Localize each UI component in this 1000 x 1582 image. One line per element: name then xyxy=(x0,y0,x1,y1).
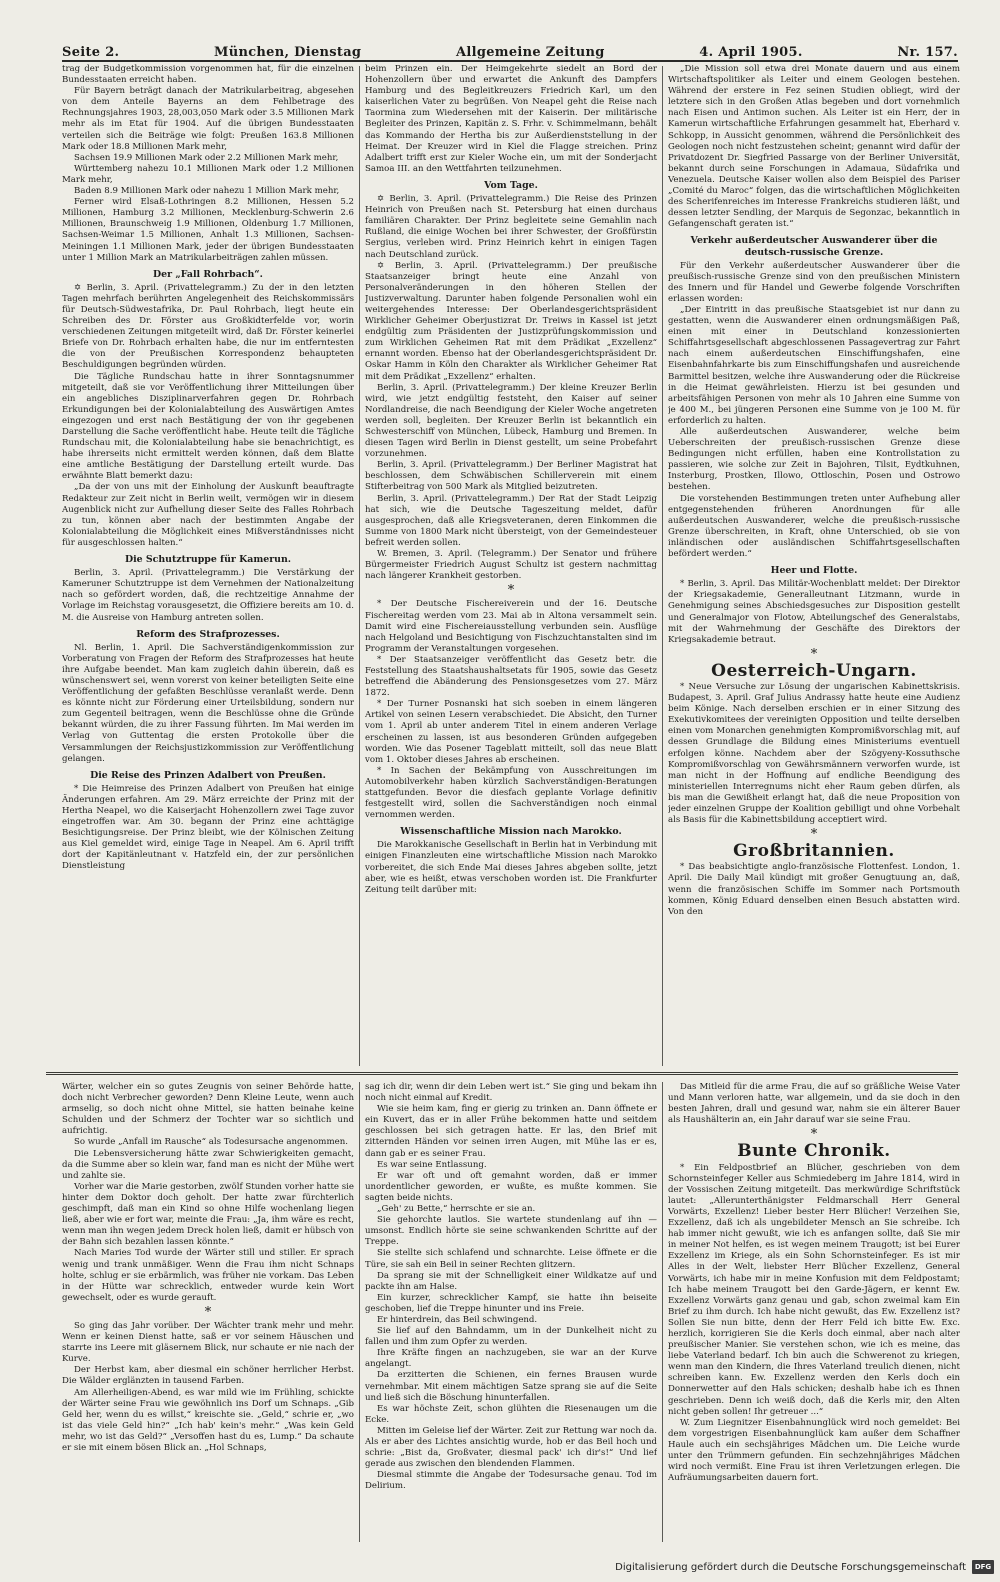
country-heading: Oesterreich-Ungarn. xyxy=(711,660,917,681)
dfg-logo-icon: DFG xyxy=(972,1560,994,1574)
section-heading: Reform des Strafprozesses. xyxy=(136,628,280,640)
paragraph: Sie stellte sich schlafend und schnarchte. Leise öffnete er die Türe, sie sah ein Beil in seiner Rechten glitzern. xyxy=(365,1248,657,1270)
paragraph: Es war höchste Zeit, schon glühten die Riesenaugen um die Ecke. xyxy=(365,1403,657,1425)
column-rule xyxy=(662,66,663,1066)
paragraph: * In Sachen der Bekämpfung von Ausschreitungen im Automobilverkehr haben kürzlich Sachverständigen-Beratungen stattgefunden. Bevor die diesfach geplante Vorlage definitiv festgestellt wird, sollen die Sachverständigen noch einmal vernommen werden. xyxy=(365,765,657,821)
paragraph: ✡ Berlin, 3. April. (Privattelegramm.) Zu der in den letzten Tagen mehrfach berührten Angelegenheit des Reichskommissärs für Deutsch-Südwestafrika, Dr. Paul Rohrbach, liegt heute ein Schreiben des Dr. Förster aus Großkidterfelde vor, worin verschiedenen Zeitungen mitgeteilt wird, daß Dr. Förster keinerlei Briefe von Dr. Rohrbach erhalten habe, die nur im entferntesten die von der Preußischen Korrespondenz behaupteten Beschuldigungen begründen würden. xyxy=(62,282,354,371)
paragraph: Für Bayern beträgt danach der Matrikularbeitrag, abgesehen von dem Anteile Bayerns an dem Fehlbetrage des Rechnungsjahres 1903, 28,003,050 Mark oder 3.5 Millionen Mark mehr als im Etat für 1904. Auf die übrigen Bundesstaaten verteilen sich die Beiträge wie folgt: Preußen 163.8 Millionen Mark oder 18.8 Millionen Mark mehr, xyxy=(62,86,354,152)
separator-star: * xyxy=(810,646,818,662)
paragraph: Wärter, welcher ein so gutes Zeugnis von seiner Behörde hatte, doch nicht Verbrecher geworden? Denn Kleine Leute, wenn auch armselig, so doch nicht ohne Mittel, sie hatten beinahe keine Schulden und der Schmerz der Tochter war so sichtlich und aufrichtig. xyxy=(62,1082,354,1137)
paragraph: Es war seine Entlassung. xyxy=(377,1159,487,1170)
paragraph: Ferner wird Elsaß-Lothringen 8.2 Millionen, Hessen 5.2 Millionen, Hamburg 3.2 Millionen, Mecklenburg-Schwerin 2.6 Millionen, Braunschweig 1.9 Millionen, Oldenburg 1.7 Millionen, Sachsen-Weimar 1.5 Millionen, Anhalt 1.3 Millionen, Sachsen-Meiningen 1.1 Millionen Mark, jeder der übrigen Bundesstaaten unter 1 Million Mark an Matrikularbeiträgen zahlen müssen. xyxy=(62,197,354,263)
paragraph: Die Lebensversicherung hätte zwar Schwierigkeiten gemacht, da die Summe aber so klein war, fand man es nicht der Mühe wert und zahlte sie. xyxy=(62,1148,354,1181)
section-heading: Verkehr außerdeutscher Auswanderer über die deutsch-russische Grenze. xyxy=(690,235,938,258)
paragraph: Nach Maries Tod wurde der Wärter still und stiller. Er sprach wenig und trank unmäßiger. Wenn die Frau ihm nicht Schnaps holte, schlug er sie erbärmlich, was früher nie vorkam. Das Leben in der Hütte war schrecklich, entweder wurde kein Wort gewechselt, oder es wurde gerauft. xyxy=(62,1248,354,1303)
paragraph: Der Herbst kam, aber diesmal ein schöner herrlicher Herbst. Die Wälder erglänzten in tausend Farben. xyxy=(62,1365,354,1387)
column-rule xyxy=(359,1082,360,1542)
section-heading: Heer und Flotte. xyxy=(770,565,858,577)
paragraph: Ein kurzer, schrecklicher Kampf, sie hatte ihn beiseite geschoben, lief die Treppe hinunter und ins Freie. xyxy=(365,1292,657,1314)
paragraph: * Ein Feldpostbrief an Blücher, geschrieben von dem Schornsteinfeger Keller aus Schmiedeberg im Jahre 1814, wird in der Vossischen Zeitung mitgeteilt. Das merkwürdige Schriftstück lautet: „Allerunterthänigster Feldmarschall Herr General Vorwärts, Exzellenz! Lieber bester Herr Blücher! Verzeihen Sie, Exzellenz, daß ich als ungebildeter Mensch an Sie schreibe. Ich hab immer nicht gewußt, wie ich es anfangen sollte, daß Sie mir in meiner Not helfen, es ist wegen meinem Traugott; ist bei Eurer Exzellenz im Kriege, als ein Sohn Schornsteinfeger. Es ist mir Alles in der Welt, liebster Herr Blücher Exzellenz, General Vorwärts, ich habe mir in meine Konfusion mit dem Feldpostamt; Ich habe meinem Traugott bei den Garde-Jägern, er kennt Ew. Exzellenz Vorwärts ganz genau und gab, schon zweimal kam Ein Brief zu ihm durch. Ich habe nicht gewußt, das Ew. Exzellenz ist? Sollen Sie nun bitte, denn der Herr Feld ich bitte Ew. Exc. herzlich, korrigieren Sie die Kerls doch einmal, aber nach alter preußischer Manier. Sie verstehen schon, wie ich es meine, das liebe Vaterland bedarf. Ich bin auch die Schwerenot zu kriegen, wenn man den Kindern, die Ihres Vaterland treulich dienen, nicht schreiben kann. Ew. Exzellenz werden den Kerls doch ein Donnerwetter auf den Hals schicken; deshalb habe ich es Ihnen geschrieben. Denn ich weiß doch, daß die Kerls mir, den Alten nicht geben sollen! Ihr getreuer ...“ xyxy=(668,1162,960,1417)
paragraph: „Geh' zu Bette,“ herrschte er sie an. xyxy=(377,1204,536,1215)
paragraph: So wurde „Anfall im Rausche“ als Todesursache angenommen. xyxy=(74,1137,348,1148)
paragraph: Berlin, 3. April. (Privattelegramm.) Der Berliner Magistrat hat beschlossen, dem Schwäbischen Schillerverein mit einem Stifterbeitrag von 500 Mark als Mitglied beizutreten. xyxy=(365,460,657,493)
section-heading: Die Schutztruppe für Kamerun. xyxy=(124,554,292,566)
paragraph: „Da der von uns mit der Einholung der Auskunft beauftragte Redakteur zur Zeit nicht in Berlin weilt, vermögen wir in diesem Augenblick nicht zur Aufhellung dieser Seite des Falles Rohrbach zu tun, können aber nach der bestimmten Angabe der Kolonialabteilung die Möglichkeit eines Mißverständnisses nicht für ausgeschlossen halten.“ xyxy=(62,482,354,548)
issue-number: Nr. 157. xyxy=(897,45,958,60)
separator-star: * xyxy=(507,583,515,599)
paragraph: Die Tägliche Rundschau hatte in ihrer Sonntagsnummer mitgeteilt, daß sie vor Veröffentlichung ihrer Mitteilungen über ein angebliches Disziplinarverfahren gegen Dr. Rohrbach Erkundigungen bei der Kolonialabteilung des Auswärtigen Amtes eingezogen und erst nach Bestätigung der von ihr gegebenen Darstellung die Sache veröffentlicht habe. Heute teilt die Tägliche Rundschau mit, die Kolonialabteilung habe sie benachrichtigt, es habe ihrerseits nicht ermittelt werden können, daß dem Blatte eine amtliche Bestätigung der Darstellung erteilt wurde. Das erwähnte Blatt bemerkt dazu: xyxy=(62,371,354,482)
section-heading: Die Reise des Prinzen Adalbert von Preußen. xyxy=(90,769,326,781)
masthead xyxy=(62,38,958,62)
paragraph: Da erzitterten die Schienen, ein fernes Brausen wurde vernehmbar. Mit einem mächtigen Satze sprang sie auf die Seite und ließ sich die Böschung hinunterfallen. xyxy=(365,1370,657,1403)
paper-title: Allgemeine Zeitung xyxy=(455,45,605,60)
bunte-chronik-heading: Bunte Chronik. xyxy=(737,1141,891,1162)
paragraph: W. Zum Liegnitzer Eisenbahnunglück wird noch gemeldet: Bei dem vorgestrigen Eisenbahnunglück kam außer dem Schaffner Haule auch ein sechsjähriges Mädchen um. Die Leiche wurde unter den Trümmern gefunden. Ein sechzehnjähriges Mädchen wird noch vermißt. Eine Frau ist ihren Verletzungen erlegen. Die Aufräumungsarbeiten dauern fort. xyxy=(668,1417,960,1484)
paragraph: ✡ Berlin, 3. April. (Privattelegramm.) Die Reise des Prinzen Heinrich von Preußen nach St. Petersburg hat einen durchaus familiären Charakter. Der Prinz begleitete seine Gemahlin nach Rußland, die einige Wochen bei ihrer Schwester, der Großfürstin Sergius, verleben wird. Prinz Heinrich kehrt in einigen Tagen nach Deutschland zurück. xyxy=(365,194,657,260)
feuilleton-column-3 xyxy=(668,1082,960,1542)
country-heading: Großbritannien. xyxy=(733,841,895,862)
issue-date: 4. April 1905. xyxy=(699,45,803,60)
separator-star: * xyxy=(810,827,818,843)
paragraph: Die Marokkanische Gesellschaft in Berlin hat in Verbindung mit einigen Finanzleuten eine wirtschaftliche Mission nach Marokko vorbereitet, die sich Ende Mai dieses Jahres abgeben sollte, jetzt aber, wie es heißt, etwas verschoben worden ist. Die Frankfurter Zeitung teilt darüber mit: xyxy=(365,840,657,895)
paragraph: Wie sie heim kam, fing er gierig zu trinken an. Dann öffnete er ein Kuvert, das er in aller Frühe bekommen hatte und seitdem geschlossen bei sich getragen hatte. Er las, den Brief mit zitternden Händen vor seinen irren Augen, mit Mühe las er es, dann gab er es seiner Frau. xyxy=(365,1104,657,1159)
paragraph: Alle außerdeutschen Auswanderer, welche beim Ueberschreiten der preußisch-russischen Grenze diese Bedingungen nicht erfüllen, haben eine Kontrollstation zu passieren, wie solche zur Zeit in Bajohren, Tilsit, Eydtkuhnen, Insterburg, Prostken, Illowo, Ottloschin, Posen und Ostrowo bestehen. xyxy=(668,427,960,493)
paragraph: * Die Heimreise des Prinzen Adalbert von Preußen hat einige Änderungen erfahren. Am 29. März erreichte der Prinz mit der Hertha Neapel, wo die Kaiserjacht Hohenzollern zwei Tage zuvor eingetroffen war. Am 30. begann der Prinz eine achttägige Besichtigungsreise. Der Prinz bleibt, wie der Kölnischen Zeitung aus Kiel gemeldet wird, einige Tage in Neapel. Am 6. April trifft dort der Kapitänleutnant v. Hatzfeld ein, der zur persönlichen Dienstleistung xyxy=(62,783,354,872)
section-heading: Vom Tage. xyxy=(484,179,538,191)
paragraph: So ging das Jahr vorüber. Der Wächter trank mehr und mehr. Wenn er keinen Dienst hatte, saß er vor seinem Häuschen und starrte ins Leere mit gläsernem Blick, nur schaute er nie nach der Kurve. xyxy=(62,1320,354,1365)
paragraph: Am Allerheiligen-Abend, es war mild wie im Frühling, schickte der Wärter seine Frau wie gewöhnlich ins Dorf um Schnaps. „Gib Geld her, wenn du es willst,“ kreischte sie. „Geld,“ schrie er, „wo ist das viele Geld hin?“ „Ich hab' kein's mehr.“ „Was kein Geld mehr, wo ist das Geld?“ „Versoffen hast du es, Lump.“ Da schaute er sie mit einem bösen Blick an. „Hol Schnaps, xyxy=(62,1387,354,1453)
column-rule xyxy=(662,1082,663,1542)
feuilleton-column-1 xyxy=(62,1082,354,1542)
paragraph: „Die Mission soll etwa drei Monate dauern und aus einem Wirtschaftspolitiker als Leiter und einem Geologen bestehen. Während der erstere in Fez seinen Studien obliegt, wird der letztere sich in den Großen Atlas begeben und dort vornehmlich nach Eisen und Antimon suchen. Als Leiter ist ein Herr, der in Kamerun wirtschaftliche Erfahrungen gesammelt hat, Eberhard v. Schkopp, in Aussicht genommen, während die Persönlichkeit des Geologen noch nicht festzustehen scheint; genannt wird dafür der Privatdozent Dr. Siegfried Passarge von der Berliner Universität, bekannt durch seine Forschungen in Adamaua, Südafrika und Venezuela. Deutsche Kaiser wollen also dem Beispiel des Pariser „Comité du Maroc“ folgen, das die wirtschaftlichen Möglichkeiten des Scherifenreiches im Interesse Frankreichs studieren läßt, und dessen letzter Sendling, der Marquis de Segonzac, bekanntlich in Gefangenschaft geraten ist.“ xyxy=(668,64,960,230)
paragraph: Diesmal stimmte die Angabe der Todesursache genau. Tod im Delirium. xyxy=(365,1470,657,1492)
paragraph: Sachsen 19.9 Millionen Mark oder 2.2 Millionen Mark mehr, xyxy=(74,152,339,163)
paragraph: * Der Staatsanzeiger veröffentlicht das Gesetz betr. die Feststellung des Staatshaushaltsetats für 1905, sowie das Gesetz betreffend die Abänderung des Pensionsgesetzes vom 27. März 1872. xyxy=(365,654,657,699)
paragraph: Da sprang sie mit der Schnelligkeit einer Wildkatze auf und packte ihn am Halse. xyxy=(365,1270,657,1292)
paragraph: ✡ Berlin, 3. April. (Privattelegramm.) Der preußische Staatsanzeiger bringt heute eine Anzahl von Personalveränderungen in den höheren Stellen der Justizverwaltung. Darunter haben folgende Personalien wohl ein weitergehendes Interesse: Der Oberlandesgerichtspräsident Wirklicher Geheimer Oberjustizrat Dr. Treiws in Kassel ist jetzt endgültig zum Präsidenten der Justizprüfungskommission und zum Wirklichen Geheimen Rat mit dem Prädikat „Exzellenz“ ernannt worden. Ebenso hat der Oberlandesgerichtspräsident Dr. Oskar Hamm in Köln den Charakter als Wirklicher Geheimer Rat mit dem Prädikat „Exzellenz“ erhalten. xyxy=(365,260,657,382)
feuilleton-divider xyxy=(46,1072,958,1075)
paragraph: W. Bremen, 3. April. (Telegramm.) Der Senator und frühere Bürgermeister Friedrich August Schultz ist gestern nachmittag nach längerer Krankheit gestorben. xyxy=(365,549,657,582)
paragraph: * Neue Versuche zur Lösung der ungarischen Kabinettskrisis. Budapest, 3. April. Graf Julius Andrassy hatte heute eine Audienz beim Könige. Nach derselben erschien er in einer Sitzung des Exekutivkomitees der vereinigten Opposition und teilte derselben einen vom Monarchen genehmigten Kompromißvorschlag mit, auf dessen Grundlage die Bildung eines Ministeriums eventuell erfolgen könne. Nachdem aber der Szögyeny-Kossuthsche Kompromißvorschlag von Gewährsmännern verworfen wurde, ist man nicht in der Hoffnung auf endliche Beendigung des ministeriellen Interregnums nicht eher Raum geben dürfen, als bis man die Gewißheit erlangt hat, daß die neue Proposition von jeder einzelnen Gruppe der Koalition gebilligt und ohne Vorbehalt als Basis für die Kabinettsbildung acceptiert wird. xyxy=(668,681,960,826)
paragraph: Mitten im Geleise lief der Wärter. Zeit zur Rettung war noch da. Als er aber des Lichtes ansichtig wurde, hob er das Beil hoch und schrie: „Bist da, Großvater, diesmal pack' ich dir's!“ Und lief gerade aus zwischen den blendenden Flammen. xyxy=(365,1425,657,1470)
paragraph: Württemberg nahezu 10.1 Millionen Mark oder 1.2 Millionen Mark mehr, xyxy=(62,163,354,185)
paragraph: * Das beabsichtigte anglo-französische Flottenfest. London, 1. April. Die Daily Mail kündigt mit großer Genugtuung an, daß, wenn die französischen Schiffe im Sommer nach Portsmouth kommen, König Eduard denselben einen Besuch abstatten wird. Von den xyxy=(668,862,960,917)
paragraph: Er war oft und oft gemahnt worden, daß er immer unordentlicher geworden, er wußte, es mußte kommen. Sie sagten beide nichts. xyxy=(365,1170,657,1203)
section-heading: Wissenschaftliche Mission nach Marokko. xyxy=(400,826,622,838)
separator-star: * xyxy=(810,1127,818,1143)
place-day: München, Dienstag xyxy=(214,45,362,60)
paragraph: * Berlin, 3. April. Das Militär-Wochenblatt meldet: Der Direktor der Kriegsakademie, Generalleutnant Litzmann, wurde in Genehmigung seines Abschiedsgesuches zur Disposition gestellt und Generalmajor von Flotow, Abteilungschef des Generalstabs, mit der Wahrnehmung der Geschäfte des Direktors der Kriegsakademie betraut. xyxy=(668,579,960,645)
paragraph: Vorher war die Marie gestorben, zwölf Stunden vorher hatte sie hinter dem Doktor doch geholt. Der hatte zwar fürchterlich geschimpft, daß man ein Kind so ohne Hilfe wochenlang liegen ließ, aber wie er fort war, meinte die Frau: „Ja, ihm wäre es recht, wenn man ihn wegen jedem Dreck holen ließ, damit er hübsch von der Bahn sich bezahlen lassen könnte.“ xyxy=(62,1181,354,1248)
paragraph: „Der Eintritt in das preußische Staatsgebiet ist nur dann zu gestatten, wenn die Auswanderer einen ordnungsmäßigen Paß, einen mit einer in Deutschland konzessionierten Schiffahrtsgesellschaft abgeschlossenen Passagevertrag zur Fahrt nach einem außerdeutschen Einschiffungshafen, eine Eisenbahnfahrkarte bis zum Einschiffungshafen und ausreichende Barmittel besitzen, welche ihre Auswanderung oder die Rückreise in die Heimat gewährleisten. Hierzu ist bei gesunden und arbeitsfähigen Personen von mehr als 10 Jahren eine Summe von je 400 M., bei jüngeren Personen eine Summe von je 100 M. für erforderlich zu halten. xyxy=(668,304,960,426)
paragraph: beim Prinzen ein. Der Heimgekehrte siedelt an Bord der Hohenzollern über und erwartet die Ankunft des Dampfers Hamburg und des Begleitkreuzers Friedrich Karl, um den kaiserlichen Vater zu begrüßen. Von Neapel geht die Reise nach Taormina zum Wiedersehen mit der Kaiserin. Der militärische Begleiter des Prinzen, Kapitän z. S. Frhr. v. Schimmelmann, behält das Kommando der Hertha bis zur Außerdienststellung in der Heimat. Der Kreuzer wird in Kiel die Flagge streichen. Prinz Adalbert trifft erst zur Kieler Woche ein, um mit der Sonderjacht Samoa III. an den Wettfahrten teilzunehmen. xyxy=(365,64,657,174)
column-2 xyxy=(365,64,657,1069)
column-3 xyxy=(668,64,960,1069)
paragraph: Das Mitleid für die arme Frau, die auf so gräßliche Weise Vater und Mann verloren hatte, war allgemein, und da sie doch in den besten Jahren, drall und gesund war, nahm sie ein älterer Bauer als Haushälterin an, ein Jahr darauf war sie seine Frau. xyxy=(668,1082,960,1126)
page-number: Seite 2. xyxy=(62,45,120,60)
digitization-footer xyxy=(615,1560,994,1574)
paragraph: Die vorstehenden Bestimmungen treten unter Aufhebung aller entgegenstehenden früheren Anordnungen für alle außerdeutschen Auswanderer, welche die preußisch-russische Grenze überschreiten, in Kraft, ohne Unterschied, ob sie von inländischen oder ausländischen Schiffahrtsgesellschaften befördert werden.“ xyxy=(668,493,960,560)
feuilleton-column-2 xyxy=(365,1082,657,1542)
paragraph: Berlin, 3. April. (Privattelegramm.) Der Rat der Stadt Leipzig hat sich, wie die Deutsche Tageszeitung meldet, dafür ausgesprochen, daß alle Kriegsveteranen, deren Einkommen die Summe von 1800 Mark nicht übersteigt, von der Gemeindesteuer befreit werden sollen. xyxy=(365,493,657,548)
paragraph: Baden 8.9 Millionen Mark oder nahezu 1 Million Mark mehr, xyxy=(74,186,340,197)
funding-note: Digitalisierung gefördert durch die Deutsche Forschungsgemeinschaft xyxy=(615,1561,966,1573)
paragraph: Sie lief auf den Bahndamm, um in der Dunkelheit nicht zu fallen und ihm zum Opfer zu werden. xyxy=(365,1326,657,1348)
paragraph: Sie gehorchte lautlos. Sie wartete stundenlang auf ihn — umsonst. Endlich hörte sie seine schwankenden Schritte auf der Treppe. xyxy=(365,1215,657,1248)
separator-star: * xyxy=(204,1304,212,1320)
column-1 xyxy=(62,64,354,1069)
paragraph: Er hinterdrein, das Beil schwingend. xyxy=(377,1314,538,1325)
paragraph: Nl. Berlin, 1. April. Die Sachverständigenkommission zur Vorberatung von Fragen der Reform des Strafprozesses hat heute ihre Aufgabe beendet. Man kam zugleich dahin überein, daß es wünschenswert sei, wenn vorerst von keiner beteiligten Seite eine Veröffentlichung der gefaßten Beschlüsse veranlaßt werde. Denn es könnte nicht zur Förderung einer Urteilsbildung, sondern nur zum Gegenteil beitragen, wenn die Beschlüsse ohne die Gründe bekannt würden, die zu ihrer Fassung führten. Im Mai werden im Verlag von Guttentag die ersten Protokolle über die Versammlungen der Reichsjustizkommission zur Veröffentlichung gelangen. xyxy=(62,642,354,764)
section-heading: Der „Fall Rohrbach“. xyxy=(153,268,263,280)
paragraph: Berlin, 3. April. (Privattelegramm.) Die Verstärkung der Kameruner Schutztruppe ist dem Vernehmen der Nationalzeitung nach so gefördert worden, daß, die rechtzeitige Annahme der Vorlage im Reichstag vorausgesetzt, die Offiziere bereits am 10. d. M. die Ausreise von Hamburg antreten sollen. xyxy=(62,568,354,623)
paragraph: sag ich dir, wenn dir dein Leben wert ist.“ Sie ging und bekam ihn noch nicht einmal auf Kredit. xyxy=(365,1082,657,1104)
paragraph: * Der Turner Posnanski hat sich soeben in einem längeren Artikel von seinen Lesern verabschiedet. Die Absicht, den Turner vom 1. April ab unter anderem Titel in einem anderen Verlage erscheinen zu lassen, ist aus besonderen Gründen aufgegeben worden. Wie das Posener Tageblatt mitteilt, soll das neue Blatt vom 1. Oktober dieses Jahres ab erscheinen. xyxy=(365,699,657,765)
paragraph: Ihre Kräfte fingen an nachzugeben, sie war an der Kurve angelangt. xyxy=(365,1348,657,1370)
paragraph: trag der Budgetkommission vorgenommen hat, für die einzelnen Bundesstaaten erreicht haben. xyxy=(62,64,354,86)
column-rule xyxy=(359,66,360,1066)
paragraph: * Der Deutsche Fischereiverein und der 16. Deutsche Fischereitag werden vom 23. Mai ab in Altona versammelt sein. Damit wird eine Fischereiausstellung verbunden sein. Ausflüge nach Helgoland und Besichtigung von Fischzuchtanstalten sind im Programm der Veranstaltungen vorgesehen. xyxy=(365,599,657,654)
paragraph: Für den Verkehr außerdeutscher Auswanderer über die preußisch-russische Grenze sind von den preußischen Ministern des Innern und für Handel und Gewerbe folgende Vorschriften erlassen worden: xyxy=(668,260,960,304)
paragraph: Berlin, 3. April. (Privattelegramm.) Der kleine Kreuzer Berlin wird, wie jetzt endgültig feststeht, den Kaiser auf seiner Nordlandreise, die nach Beendigung der Kieler Woche angetreten werden soll, begleiten. Der Kreuzer Berlin ist bekanntlich ein Schwesterschiff von München, Lübeck, Hamburg und Bremen. In diesen Tagen wird Berlin in Dienst gestellt, um seine Probefahrt vorzunehmen. xyxy=(365,382,657,460)
